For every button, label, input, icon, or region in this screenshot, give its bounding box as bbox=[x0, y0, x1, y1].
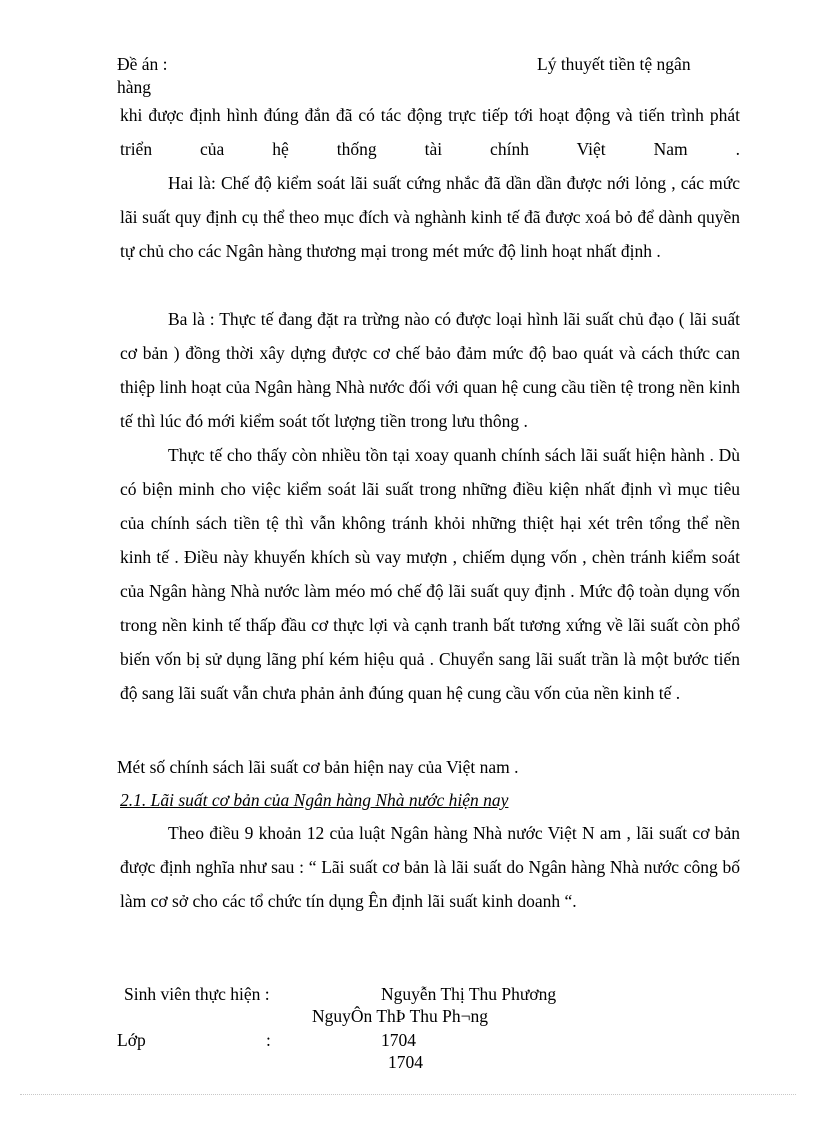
header-left: Đề án : bbox=[117, 54, 168, 74]
student-label: Sinh viên thực hiện : bbox=[124, 984, 270, 1004]
student-name: Nguyễn Thị Thu Phương bbox=[381, 984, 557, 1004]
class-value-duplicate: 1704 bbox=[388, 1052, 423, 1072]
class-colon: : bbox=[266, 1030, 271, 1050]
paragraph-thuc-te: Thực tế cho thấy còn nhiều tồn tại xoay quanh chính sách lãi suất hiện hành . Dù có biện minh cho việc kiểm soát lãi suất trong những điều kiện nhất định vì mục tiêu của chính sách tiền tệ thì vẫn không tránh khỏi những thiệt hại xét trên tổng thể nền kinh tế . Điều này khuyến khích sù vay mượn , chiếm dụng vốn , chèn tránh kiểm soát của Ngân hàng Nhà nước làm méo mó chế độ lãi suất quy định . Mức độ toàn dụng vốn trong nền kinh tế thấp đầu cơ thực lợi và cạnh tranh bất tương xứng về lãi suất còn phổ biến vốn bị sử dụng lãng phí kém hiệu quả . Chuyển sang lãi suất trần là một bước tiến độ sang lãi suất vẫn chưa phản ảnh đúng quan hệ cung cầu vốn của nền kinh tế . bbox=[120, 445, 740, 703]
definition-paragraph: Theo điều 9 khoản 12 của luật Ngân hàng Nhà nước Việt N am , lãi suất cơ bản được định nghĩa như sau : “ Lãi suất cơ bản là lãi suất do Ngân hàng Nhà nước công bố làm cơ sở cho các tổ chức tín dụng Ên định lãi suất kinh doanh “. bbox=[120, 823, 740, 911]
paragraph-ba-la: Ba là : Thực tế đang đặt ra trừng nào có được loại hình lãi suất chủ đạo ( lãi suất cơ bản ) đồng thời xây dựng được cơ chế bảo đảm mức độ bao quát và cách thức can thiệp linh hoạt của Ngân hàng Nhà nước đối với quan hệ cung cầu tiền tệ trong nền kinh tế thì lúc đó mới kiểm soát tốt lượng tiền trong lưu thông . bbox=[120, 309, 740, 431]
class-label: Lớp bbox=[117, 1030, 146, 1050]
student-name-garbled: NguyÔn ThÞ Thu Ph¬ng bbox=[312, 1006, 488, 1026]
section-heading: 2.1. Lãi suất cơ bản của Ngân hàng Nhà nước hiện nay bbox=[120, 790, 509, 810]
intro-line: Mét số chính sách lãi suất cơ bản hiện nay của Việt nam . bbox=[117, 757, 519, 777]
paragraph-hai-la: Hai là: Chế độ kiểm soát lãi suất cứng nhắc đã dần dần được nới lỏng , các mức lãi suất quy định cụ thể theo mục đích và nghành kinh tế đã được xoá bỏ để dành quyền tự chủ cho các Ngân hàng thương mại trong mét mức độ linh hoạt nhất định . bbox=[120, 173, 740, 261]
header-right: Lý thuyết tiền tệ ngân bbox=[537, 54, 691, 74]
class-value: 1704 bbox=[381, 1030, 416, 1050]
page-bottom-divider bbox=[20, 1094, 796, 1095]
header-wrap: hàng bbox=[117, 77, 152, 97]
paragraph-continuation: khi được định hình đúng đắn đã có tác động trực tiếp tới hoạt động và tiến trình phát triển của hệ thống tài chính Việt Nam . bbox=[120, 105, 740, 159]
